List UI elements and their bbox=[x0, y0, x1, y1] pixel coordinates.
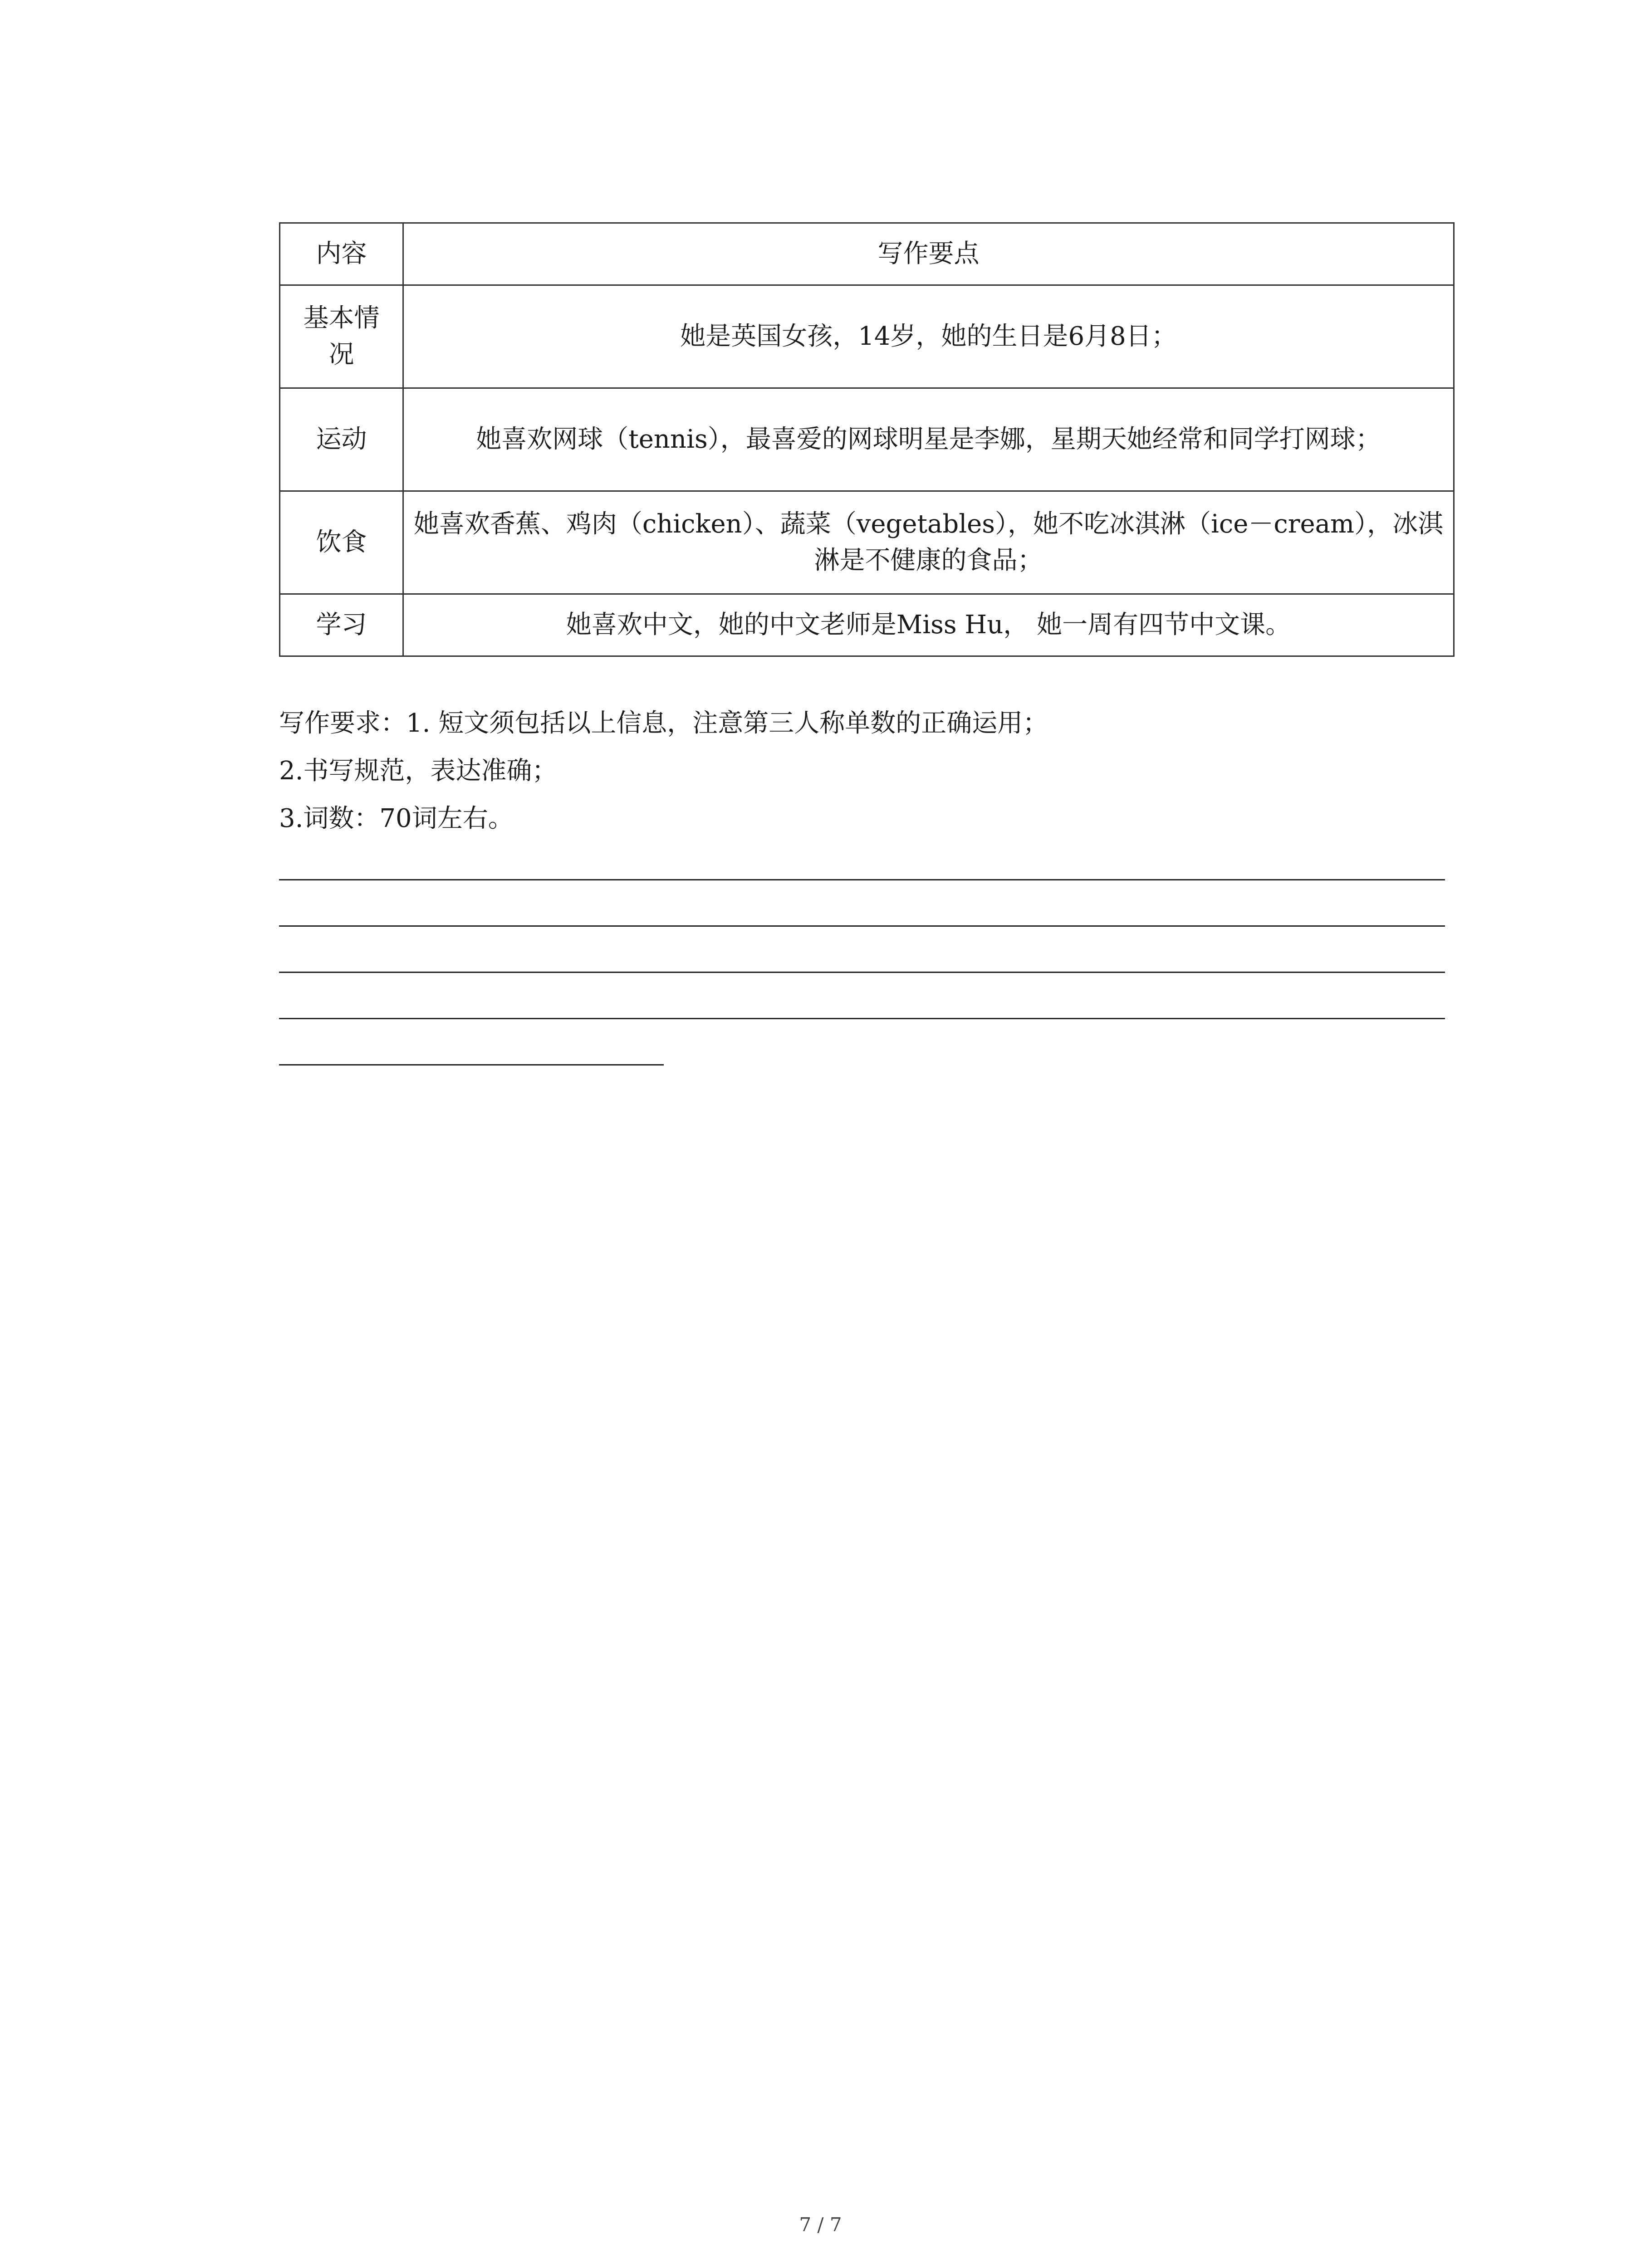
table-row bbox=[280, 594, 1454, 656]
row-content-diet: 她喜欢香蕉、鸡肉（chicken）、蔬菜（vegetables），她不吃冰淇淋（ice－cream），冰淇淋是不健康的食品； bbox=[403, 491, 1454, 594]
requirement-line-1: 写作要求：1. 短文须包括以上信息，注意第三人称单数的正确运用； bbox=[279, 709, 1048, 738]
writing-line-short[interactable] bbox=[279, 1064, 664, 1066]
row-content-basic-info: 她是英国女孩，14岁，她的生日是6月8日； bbox=[403, 285, 1454, 388]
row-label-diet: 饮食 bbox=[280, 491, 403, 594]
requirement-line-2: 2.书写规范，表达准确； bbox=[279, 756, 558, 786]
writing-line[interactable] bbox=[279, 1018, 1445, 1019]
row-label-sports: 运动 bbox=[280, 388, 403, 491]
header-content-label: 内容 bbox=[280, 223, 403, 285]
header-points-label: 写作要点 bbox=[403, 223, 1454, 285]
writing-line[interactable] bbox=[279, 925, 1445, 927]
table-header-row bbox=[280, 223, 1454, 285]
writing-line[interactable] bbox=[279, 972, 1445, 973]
row-content-sports: 她喜欢网球（tennis），最喜爱的网球明星是李娜，星期天她经常和同学打网球； bbox=[403, 388, 1454, 491]
row-label-basic-info: 基本情况 bbox=[280, 285, 403, 388]
row-content-study: 她喜欢中文，她的中文老师是Miss Hu， 她一周有四节中文课。 bbox=[403, 594, 1454, 656]
table-row bbox=[280, 388, 1454, 491]
writing-points-table bbox=[279, 222, 1455, 657]
page-number: 7 / 7 bbox=[799, 2214, 842, 2236]
row-label-study: 学习 bbox=[280, 594, 403, 656]
requirement-line-3: 3.词数：70词左右。 bbox=[279, 804, 514, 833]
table-row bbox=[280, 285, 1454, 388]
writing-line[interactable] bbox=[279, 879, 1445, 880]
table-row bbox=[280, 491, 1454, 594]
